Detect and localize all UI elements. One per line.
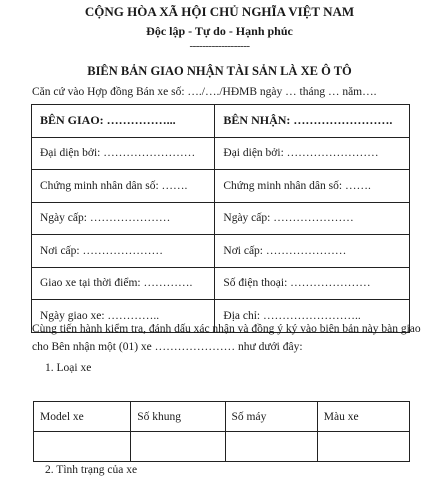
receiver-address: Địa chỉ: …………………….. [215, 300, 410, 333]
nation-heading: CỘNG HÒA XÃ HỘI CHỦ NGHĨA VIỆT NAM [84, 4, 355, 19]
giver-issue-place: Nơi cấp: ………………… [32, 235, 215, 268]
receiver-issue-date: Ngày cấp: ………………… [215, 202, 410, 235]
table-cell [225, 432, 317, 462]
inspection-paragraph: Cùng tiến hành kiểm tra, đánh dấu xác nhận và đồng ý ký vào biên bản này bàn giao cho Bên nhận một (01) xe ………………… như dưới đây: [32, 323, 421, 353]
contract-basis: Căn cứ vào Hợp đồng Bán xe số: …./…./HĐMB ngày … tháng … năm…. [32, 86, 377, 98]
giver-id-number: Chứng minh nhân dân số: ……. [32, 170, 215, 203]
header-divider: ------------------- [189, 40, 250, 52]
receiver-id-number: Chứng minh nhân dân số: ……. [215, 170, 410, 203]
receiver-header: BÊN NHẬN: ……………………. [215, 105, 410, 138]
table-row [32, 170, 410, 203]
col-color: Màu xe [317, 402, 409, 432]
giver-issue-date: Ngày cấp: ………………… [32, 202, 215, 235]
receiver-phone: Số điện thoại: ………………… [215, 267, 410, 300]
col-chassis-number: Số khung [131, 402, 225, 432]
giver-representative: Đại diện bởi: …………………… [32, 137, 215, 170]
handover-date: Ngày giao xe: ………….. [32, 300, 215, 333]
table-cell [131, 432, 225, 462]
handover-time: Giao xe tại thời điểm: …………. [32, 267, 215, 300]
parties-table [31, 104, 410, 333]
motto: Độc lập - Tự do - Hạnh phúc [146, 24, 293, 38]
section-vehicle-condition: 2. Tình trạng của xe [45, 464, 138, 476]
table-row [32, 267, 410, 300]
table-header-row [34, 402, 410, 432]
document-title: BIÊN BẢN GIAO NHẬN TÀI SẢN LÀ XE Ô TÔ [87, 64, 352, 78]
col-engine-number: Số máy [225, 402, 317, 432]
table-row [32, 137, 410, 170]
section-vehicle-type: 1. Loại xe [45, 362, 92, 374]
table-cell [34, 432, 131, 462]
col-model: Model xe [34, 402, 131, 432]
table-row [32, 105, 410, 138]
table-cell [317, 432, 409, 462]
giver-header: BÊN GIAO: ……………... [32, 105, 215, 138]
receiver-issue-place: Nơi cấp: ………………… [215, 235, 410, 268]
vehicle-table [33, 401, 410, 462]
table-row [32, 235, 410, 268]
table-row [32, 202, 410, 235]
table-row [34, 432, 410, 462]
receiver-representative: Đại diện bởi: …………………… [215, 137, 410, 170]
